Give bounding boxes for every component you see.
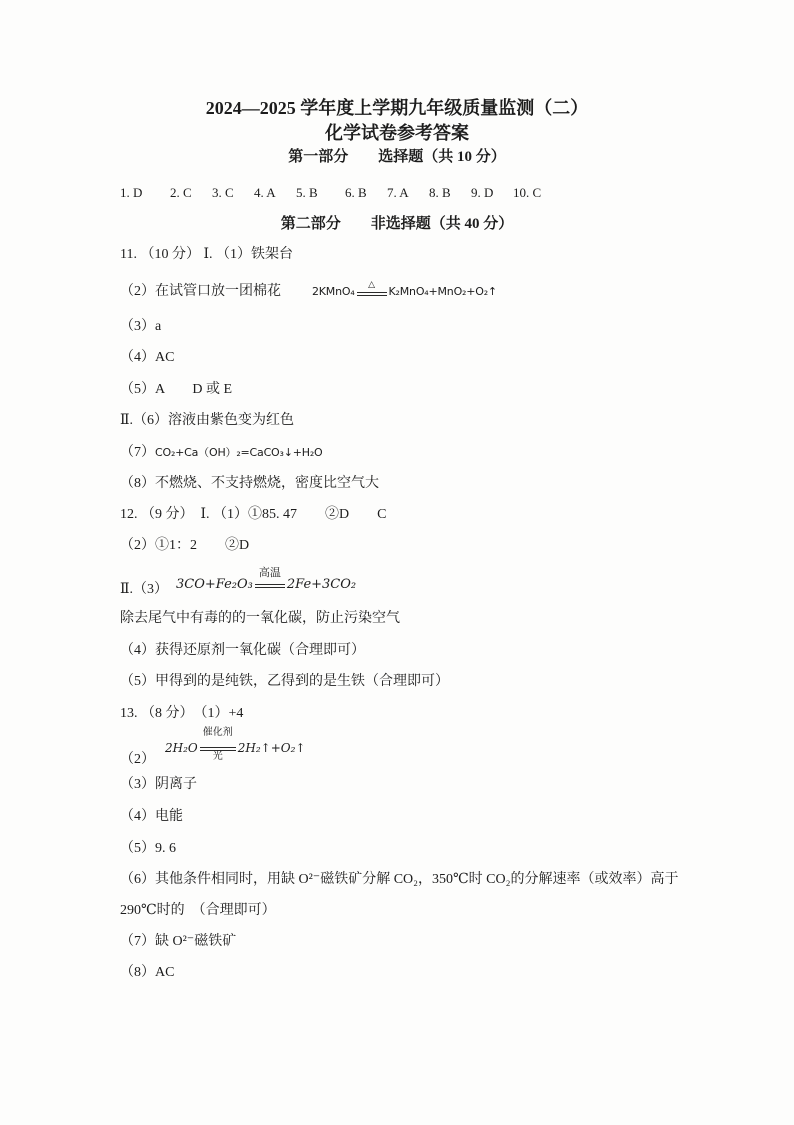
catalyst-condition: 催化剂 — [202, 727, 233, 738]
equation-reactants: 2KMnO₄ — [312, 285, 355, 298]
answer-item: 1. D — [120, 185, 143, 200]
double-line-sign — [357, 292, 387, 296]
answer-item: 8. B — [429, 185, 451, 200]
q13-answer-3: （3）阴离子 — [120, 777, 197, 792]
equation-reactants: 2H₂O — [165, 741, 198, 755]
heating-condition: △ — [368, 280, 375, 290]
q13-answer-6-line2: 290℃时的 （合理即可） — [120, 903, 276, 918]
q12-answer-3-note: 除去尾气中有毒的的一氧化碳，防止污染空气 — [120, 611, 400, 626]
q13-answer-4: （4）电能 — [120, 809, 183, 824]
answer-item: 3. C — [212, 185, 234, 200]
high-temperature-condition: 高温 — [258, 566, 281, 579]
q13-answer-5: （5）9. 6 — [120, 841, 176, 856]
reaction-condition-sign — [357, 282, 387, 302]
page-title: 2024—2025 学年度上学期九年级质量监测（二） — [205, 98, 589, 118]
q12-answer-3-label: Ⅱ.（3） — [120, 582, 169, 597]
equation-products: K₂MnO₄+MnO₂+O₂↑ — [388, 285, 497, 298]
reaction-condition-sign — [200, 727, 236, 762]
answer-item: 6. B — [345, 185, 367, 200]
q11-answer-8: （8）不燃烧、不支持燃烧，密度比空气大 — [120, 476, 379, 491]
answer-item: 7. A — [387, 185, 409, 200]
answer-item: 4. A — [254, 185, 276, 200]
equation-reactants: 3CO+Fe₂O₃ — [176, 577, 253, 592]
answer-label: （7） — [120, 445, 155, 460]
q12-answer-5: （5）甲得到的是纯铁，乙得到的是生铁（合理即可） — [120, 674, 449, 689]
answer-item: 9. D — [471, 185, 494, 200]
q13-intro: 13. （8 分） （1）+4 — [120, 706, 244, 721]
section-heading-part2: 第二部分 非选择题（共 40 分） — [280, 216, 514, 232]
q11-answer-6: Ⅱ.（6）溶液由紫色变为红色 — [120, 413, 295, 428]
section-heading-part1: 第一部分 选择题（共 10 分） — [288, 149, 506, 165]
q12-equation — [176, 566, 357, 595]
q13-equation — [165, 727, 306, 762]
q11-answer-3: （3）a — [120, 319, 162, 334]
q11-answer-7 — [120, 443, 323, 463]
q11-answer-5: （5）A D 或 E — [120, 382, 232, 397]
equation-products: 2Fe+3CO₂ — [286, 577, 357, 592]
q12-answer-4: （4）获得还原剂一氧化碳（合理即可） — [120, 643, 365, 658]
answer-item: 2. C — [170, 185, 192, 200]
q11-answer-4: （4）AC — [120, 350, 175, 365]
reaction-condition-sign — [255, 566, 285, 595]
q13-answer-2-label: （2） — [120, 752, 155, 767]
multiple-choice-answers — [0, 183, 794, 203]
answer-item: 5. B — [296, 185, 318, 200]
chemical-equation: CO₂+Ca（OH）₂=CaCO₃↓+H₂O — [155, 446, 323, 459]
page-subtitle: 化学试卷参考答案 — [325, 123, 469, 143]
q11-intro: 11. （10 分） Ⅰ. （1）铁架台 — [120, 247, 294, 262]
q13-answer-7: （7）缺 O²⁻磁铁矿 — [120, 934, 237, 949]
q13-answer-8: （8）AC — [120, 965, 175, 980]
q11-answer-2: （2）在试管口放一团棉花 — [120, 284, 281, 299]
equation-products: 2H₂↑+O₂↑ — [237, 741, 306, 755]
answer-item: 10. C — [513, 185, 542, 200]
light-condition: 光 — [212, 751, 223, 762]
q11-equation — [312, 282, 497, 302]
q13-answer-6-line1: （6）其他条件相同时，用缺 O²⁻磁铁矿分解 CO₂，350℃时 CO₂的分解速率（或效率）高于 — [120, 872, 679, 887]
double-line-sign — [255, 584, 285, 588]
q12-answer-2: （2）①1：2 ②D — [120, 538, 250, 553]
q12-intro: 12. （9 分） Ⅰ. （1）①85. 47 ②D C — [120, 507, 387, 522]
